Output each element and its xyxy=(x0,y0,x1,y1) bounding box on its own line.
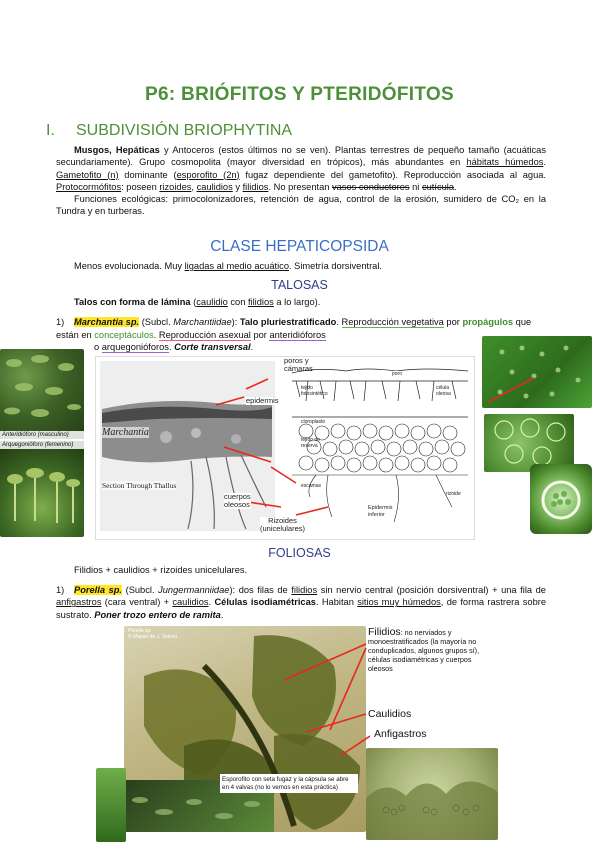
intro-paragraph-1 xyxy=(56,144,546,193)
intro-paragraph-2: Funciones ecológicas: primocolonizadores, retención de agua, control de la erosión, sumidero de CO₂ en la Tundra y en turberas. xyxy=(56,194,546,217)
marchantia-arquegonioforos: arquegonióforos xyxy=(101,342,169,352)
talosas-sub-part: a lo largo). xyxy=(273,297,321,307)
intro-caulidios: caulidios xyxy=(196,181,233,192)
porella-subclass: Jungermanniidae xyxy=(158,585,230,595)
intro-text-part: fugaz dependiente del gametofito). Reproducción asociada al agua. xyxy=(239,169,547,180)
label-rizoides: Rizoides (unicelulares) xyxy=(260,516,306,533)
porella-genus: Porella sp. xyxy=(74,585,123,595)
porella-text: (cara ventral) + xyxy=(101,597,173,608)
conceptaculo-illustration-3 xyxy=(530,464,592,534)
item-number: 1) xyxy=(56,585,65,595)
marchantia-propagulos: propágulos xyxy=(462,317,514,327)
porella-text: . xyxy=(208,597,215,608)
intro-filidios: filidios xyxy=(242,181,269,192)
clase-desc-part: Menos evolucionada. Muy xyxy=(74,261,185,271)
anfigastros-photo xyxy=(366,748,498,840)
filidios-desc: : no nerviados y monoestratificados (la mayoría no conduplicados, algunos grupos sí), células isodiamétricas y cuerpos oleosos xyxy=(368,628,480,673)
intro-esporofito: esporofito (2n) xyxy=(176,169,240,180)
label-rizoide: rizoide xyxy=(446,491,461,497)
label-poro: poro xyxy=(392,371,403,377)
intro-text-part: , xyxy=(191,181,197,192)
arrow-rizoides-2 xyxy=(296,507,328,515)
porella-photo-caption: Porella sp. © Mapas de J. Selosa xyxy=(128,628,177,640)
page-title: P6: BRIÓFITOS Y PTERIDÓFITOS xyxy=(145,84,454,105)
marchantia-corte: Corte transversal xyxy=(174,342,251,352)
intro-text xyxy=(56,144,546,218)
label-epidermis-inferior: Epidermis inferior xyxy=(368,505,393,518)
arquegonioforo-photo xyxy=(0,441,84,537)
talosas-sub-part: con xyxy=(227,297,248,307)
marchantia-subclass: Marchantiidae xyxy=(173,317,232,327)
porella-item xyxy=(56,584,546,621)
porella-caulidios: caulidios xyxy=(172,597,209,608)
marchantia-genus: Marchantia sp. xyxy=(74,317,140,327)
marchantia-text: . xyxy=(250,342,254,352)
intro-text-part: y Antoceros (estos últimos no se ven). Plantas terrestres de pequeño tamaño (acuáticas secundariamente). Grupo cosmopolita (mayor diversidad en trópicos), más abundantes en xyxy=(56,145,547,168)
conceptaculo-illustration-1 xyxy=(482,336,592,408)
porella-ramita: Poner trozo entero de ramita xyxy=(94,609,221,620)
label-celula-oleosa: célula oleosa xyxy=(436,385,451,397)
label-tejido-foto: tejido fotosintético xyxy=(301,385,328,397)
marchantia-conceptaculos: conceptáculos xyxy=(94,329,154,340)
section-label: SUBDIVISIÓN BRIOPHYTINA xyxy=(76,122,293,139)
marchantia-text: que están en xyxy=(56,317,532,340)
marchantia-text: (Subcl. xyxy=(139,317,174,327)
intro-text-part: . xyxy=(543,157,546,168)
foliosas-title: FOLIOSAS xyxy=(268,546,331,560)
filidios-label xyxy=(366,626,494,675)
section-number: I. xyxy=(46,122,55,139)
label-cloroplasto: cloroplasto xyxy=(301,419,326,425)
talosas-sub-bold: Talos con forma de lámina xyxy=(74,297,191,307)
arrow-filidios-2 xyxy=(330,648,366,730)
arquegonioforo-label: Arquegonióforo (femenino) xyxy=(0,441,84,449)
label-escamas: escamas xyxy=(301,483,322,489)
porella-text: (Subcl. xyxy=(122,585,159,595)
porella-filidios: filidios xyxy=(291,585,318,595)
clase-desc-aquatic: ligadas al medio acuático xyxy=(184,261,289,271)
porella-text: , de forma rastrera sobre sustrato. xyxy=(56,597,547,620)
marchantia-repro-veg: Reproducción vegetativa xyxy=(341,317,444,327)
talosas-filidios: filidios xyxy=(247,297,274,307)
intro-text-part: ni xyxy=(409,181,422,192)
label-tejido-res: tejido de reserva xyxy=(301,437,320,449)
porella-text: . Habitan xyxy=(315,597,358,608)
esporofito-caption: Esporofito con seta fugaz y la cápsula se abre en 4 valvas (no lo vemos en esta práctica) xyxy=(220,774,358,793)
anteridioforo-label: Anteridióforo (masculino) xyxy=(0,431,84,439)
intro-habitat: hábitats húmedos xyxy=(466,157,544,168)
intro-rizoides: rizoides xyxy=(159,181,192,192)
anfigastros-illustration xyxy=(366,748,498,840)
foliosas-sub xyxy=(56,564,546,576)
moss-photo xyxy=(96,768,126,842)
intro-vasos: vasos conductores xyxy=(332,181,410,192)
intro-text-part: . xyxy=(454,181,457,192)
label-section: Section Through Thallus xyxy=(102,481,177,490)
anteridioforo-illustration xyxy=(0,349,84,439)
porella-anfigastros: anfigastros xyxy=(56,597,102,608)
anteridioforo-photo xyxy=(0,349,84,439)
marchantia-text: por xyxy=(443,317,463,327)
clase-desc-part: . Simetría dorsiventral. xyxy=(289,261,383,271)
label-epidermis: epidermis xyxy=(246,396,279,405)
marchantia-text: . xyxy=(153,329,159,340)
talosas-sub xyxy=(56,296,546,308)
section-heading xyxy=(46,122,292,140)
conceptaculo-photo-1 xyxy=(482,336,592,408)
intro-protocormofitos: Protocormófitos xyxy=(56,181,122,192)
arquegonioforo-illustration xyxy=(0,441,84,537)
clase-desc xyxy=(56,260,546,272)
intro-bold: Musgos, Hepáticas xyxy=(74,145,160,155)
marchantia-text: por xyxy=(250,329,270,340)
caulidios-label: Caulidios xyxy=(368,708,412,720)
marchantia-repro-asex: Reproducción asexual xyxy=(158,329,251,340)
porella-celulas: Células isodiamétricas xyxy=(214,597,316,608)
marchantia-item xyxy=(56,316,546,354)
intro-text-part: dominante ( xyxy=(118,169,177,180)
foliosas-sub-text: Filidios + caulidios + rizoides unicelulares. xyxy=(74,565,248,575)
porella-text: sin nervio central (posición dorsiventral) + una fila de xyxy=(317,585,546,595)
marchantia-talo: Talo pluriestratificado xyxy=(239,317,337,327)
marchantia-text: ): xyxy=(231,317,240,327)
talosas-title: TALOSAS xyxy=(271,278,328,292)
intro-text-part: : poseen xyxy=(121,181,160,192)
intro-cuticula: cutícula xyxy=(421,181,454,192)
talosas-sub-part: ( xyxy=(190,297,197,307)
marchantia-diagram xyxy=(95,356,475,540)
label-cuerpos: cuerpos oleosos xyxy=(224,492,251,509)
intro-gametofito: Gametofito (n) xyxy=(56,169,119,180)
label-poros: poros y cámaras xyxy=(284,356,313,373)
clase-title: CLASE HEPATICOPSIDA xyxy=(210,238,389,255)
item-number: 1) xyxy=(56,317,65,327)
conceptaculo-photo-3 xyxy=(530,464,592,534)
marchantia-text: . xyxy=(336,317,342,327)
porella-labels xyxy=(366,626,494,756)
anfigastros-label: Anfigastros xyxy=(374,728,427,740)
porella-text: ): dos filas de xyxy=(229,585,292,595)
porella-text: . xyxy=(220,609,224,620)
marchantia-anteridioforos: anteridióforos xyxy=(269,329,326,340)
porella-arrows xyxy=(220,640,370,760)
filidios-title: Filidios xyxy=(368,626,401,638)
talosas-caulidio: caulidio xyxy=(196,297,228,307)
arrow-conceptaculo xyxy=(488,378,534,402)
thallus-section-drawing xyxy=(96,357,474,539)
intro-text-part: . No presentan xyxy=(268,181,333,192)
label-marchantia: Marchantia xyxy=(102,427,149,438)
marchantia-text: . xyxy=(168,342,175,352)
porella-sitios: sitios muy húmedos xyxy=(357,597,441,608)
intro-text-part: y xyxy=(232,181,243,192)
marchantia-text: o xyxy=(94,342,102,352)
